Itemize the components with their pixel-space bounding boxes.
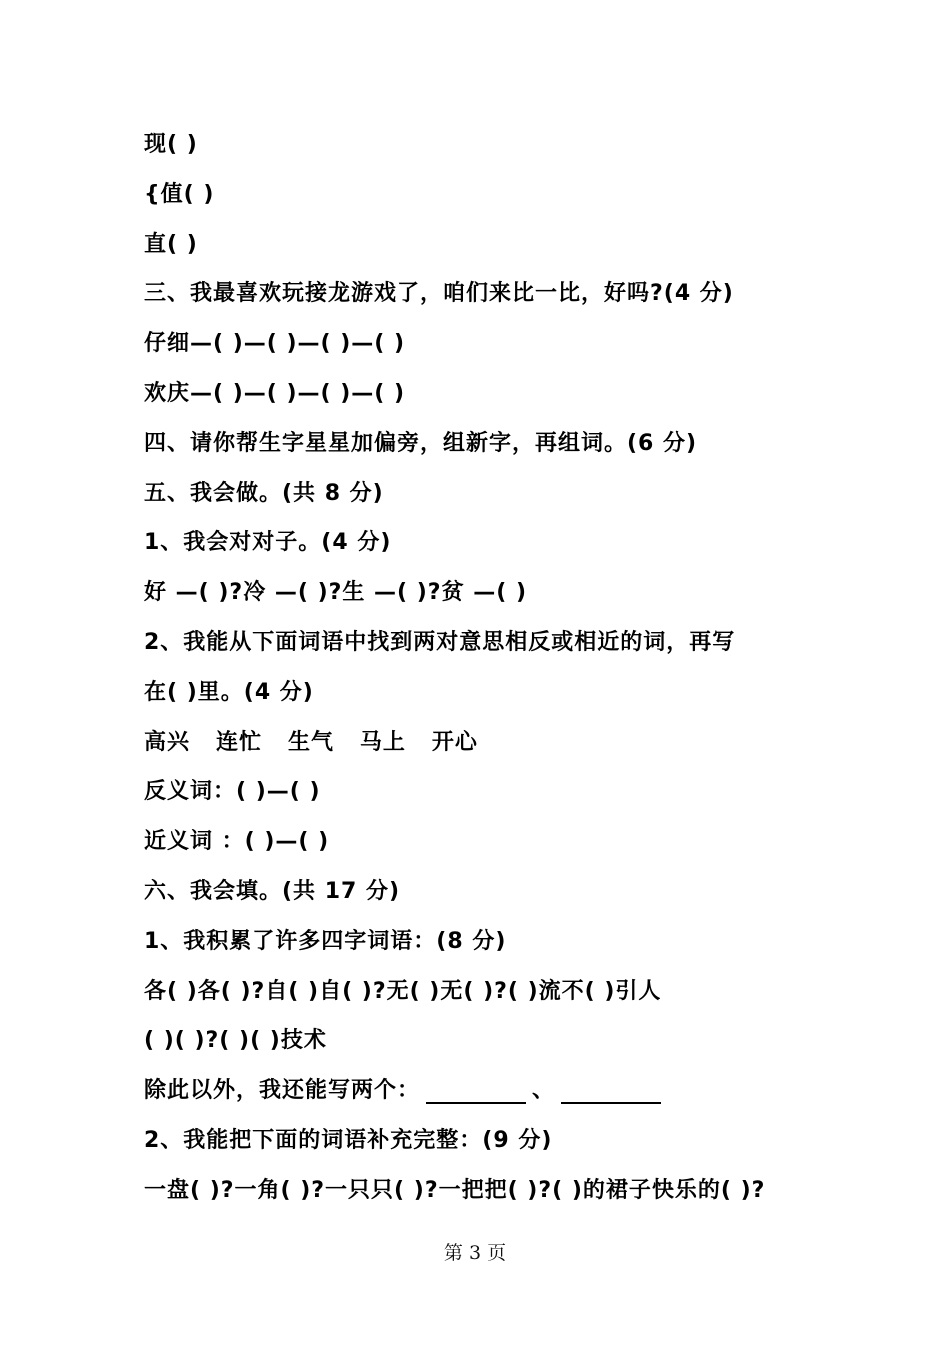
- text-line: {值( ): [144, 181, 215, 207]
- page-number: 第 3 页: [443, 1242, 507, 1264]
- text-line: 一盘( )?一角( )?一只只( )?一把把( )?( )的裙子快乐的( )?: [144, 1177, 766, 1203]
- question-heading: 2、我能把下面的词语补充完整：(9 分): [144, 1127, 553, 1153]
- text-line: 现( ): [144, 132, 198, 157]
- content-lines: [144, 120, 844, 1216]
- answer-blank-1[interactable]: [426, 1078, 526, 1104]
- text-line: 仔细—( )—( )—( )—( ): [144, 331, 406, 357]
- section-heading-6: 六、我会填。(共 17 分): [144, 878, 401, 904]
- text-line: 在( )里。(4 分): [144, 679, 314, 705]
- text-line: ( )( )?( )( )技术: [144, 1028, 327, 1054]
- text-line: 近义词 ：( )—( ): [144, 829, 330, 855]
- answer-blank-2[interactable]: [561, 1078, 661, 1104]
- text-line: 好 —( )?冷 —( )?生 —( )?贫 —( ): [144, 580, 527, 606]
- section-heading-5: 五、我会做。(共 8 分): [144, 480, 384, 506]
- fill-in-separator: 、: [532, 1078, 556, 1104]
- text-line: 各( )各( )?自( )自( )?无( )无( )?( )流不( )引人: [144, 978, 662, 1004]
- fill-in-line: [144, 1066, 844, 1116]
- fill-in-prefix: 除此以外，我还能写两个：: [144, 1078, 421, 1104]
- question-heading: 1、我会对对子。(4 分): [144, 530, 392, 556]
- question-heading: 2、我能从下面词语中找到两对意思相反或相近的词，再写: [144, 629, 736, 655]
- question-heading: 1、我积累了许多四字词语：(8 分): [144, 928, 507, 954]
- section-heading-4: 四、请你帮生字星星加偏旁，组新字，再组词。(6 分): [144, 430, 698, 456]
- section-heading-3: 三、我最喜欢玩接龙游戏了，咱们来比一比，好吗?(4 分): [144, 281, 734, 307]
- text-line: 反义词：( )—( ): [144, 779, 321, 805]
- text-line: 直( ): [144, 231, 198, 257]
- word-list: 高兴 连忙 生气 马上 开心: [144, 729, 478, 755]
- text-line: 欢庆—( )—( )—( )—( ): [144, 380, 406, 406]
